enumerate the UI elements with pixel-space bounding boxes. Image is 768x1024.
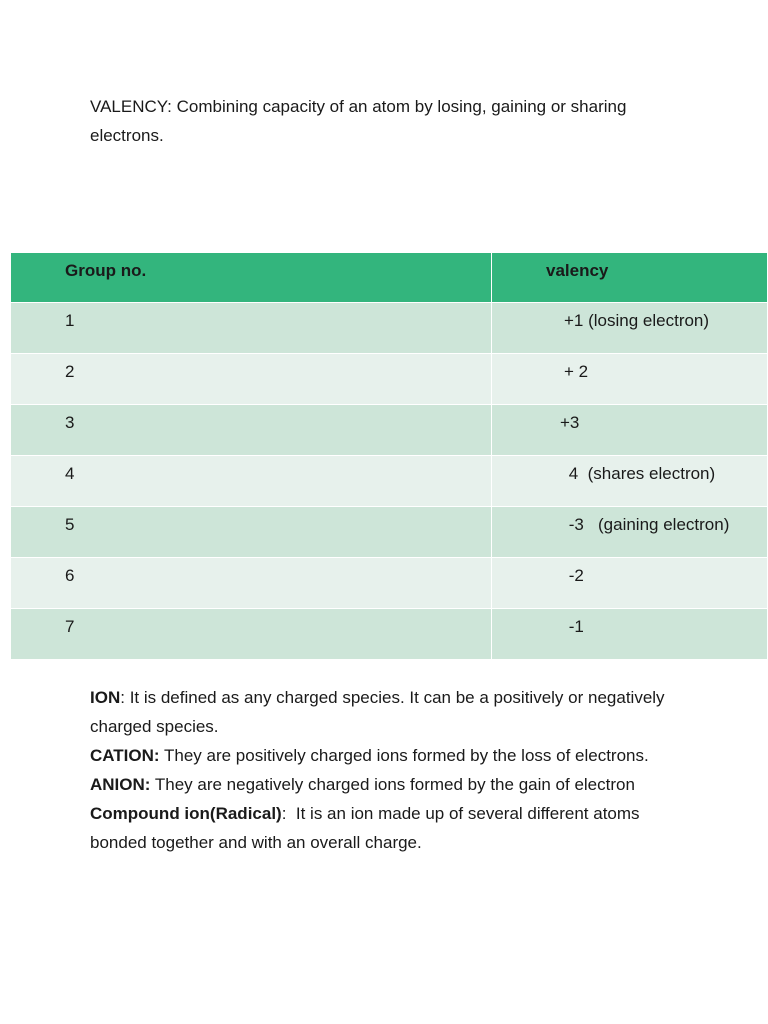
group-cell: 4 — [11, 456, 492, 507]
table-row — [11, 405, 768, 456]
definition-text: They are negatively charged ions formed by the gain of electron — [154, 775, 635, 794]
definition-text: It is an ion made up of several different atoms bonded together and with an overall charge. — [90, 804, 640, 852]
definition-term: ANION: — [90, 775, 151, 794]
definition-anion — [90, 770, 690, 799]
table-row — [11, 507, 768, 558]
valency-cell: +1 (losing electron) — [492, 303, 768, 354]
definition-term: ION — [90, 688, 121, 707]
definitions-section — [90, 683, 690, 857]
group-cell: 5 — [11, 507, 492, 558]
valency-cell: + 2 — [492, 354, 768, 405]
table-row — [11, 558, 768, 609]
definition-separator: : — [120, 688, 130, 707]
valency-definition: VALENCY: Combining capacity of an atom by losing, gaining or sharing electrons. — [90, 97, 627, 145]
valency-cell: -3 (gaining electron) — [492, 507, 768, 558]
group-cell: 6 — [11, 558, 492, 609]
definition-cation — [90, 741, 690, 770]
definition-ion — [90, 683, 690, 741]
group-cell: 7 — [11, 609, 492, 660]
header-valency: valency — [492, 253, 768, 303]
definition-separator: : — [281, 804, 296, 823]
valency-cell: 4 (shares electron) — [492, 456, 768, 507]
valency-cell: -1 — [492, 609, 768, 660]
group-cell: 1 — [11, 303, 492, 354]
definition-text: It is defined as any charged species. It can be a positively or negatively charged species. — [90, 688, 665, 736]
definition-compound-ion — [90, 799, 690, 857]
definition-term: CATION: — [90, 746, 160, 765]
definition-term: Compound ion(Radical) — [90, 804, 282, 823]
valency-table — [10, 252, 768, 660]
table-row — [11, 609, 768, 660]
header-group-no: Group no. — [11, 253, 492, 303]
table-row — [11, 354, 768, 405]
table-header-row — [11, 253, 768, 303]
group-cell: 3 — [11, 405, 492, 456]
valency-cell: +3 — [492, 405, 768, 456]
valency-cell: -2 — [492, 558, 768, 609]
definition-text: They are positively charged ions formed by the loss of electrons. — [163, 746, 649, 765]
table-row — [11, 303, 768, 354]
table-row — [11, 456, 768, 507]
group-cell: 2 — [11, 354, 492, 405]
